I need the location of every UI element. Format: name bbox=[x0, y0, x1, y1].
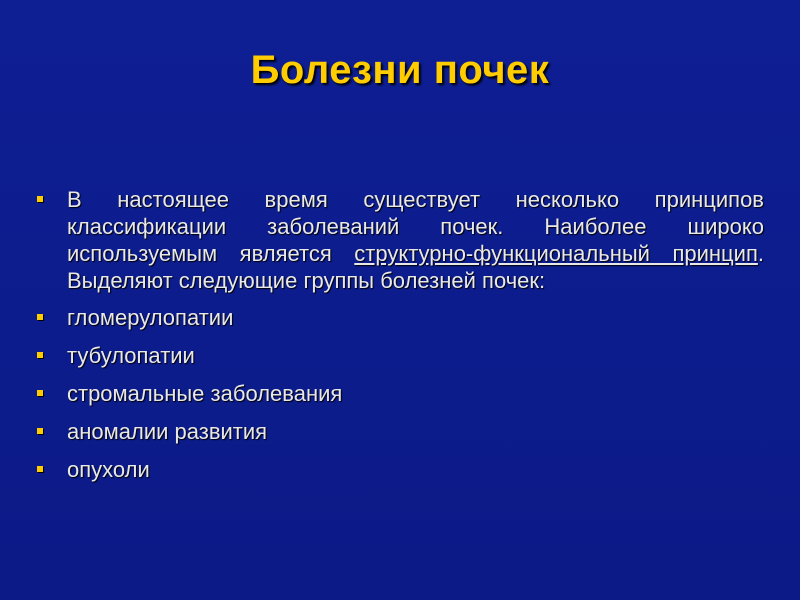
slide-title: Болезни почек bbox=[250, 48, 550, 92]
list-item bbox=[34, 418, 764, 445]
bullet-icon bbox=[37, 352, 43, 358]
intro-text-part1: В настоящее время существует несколько принципов классификации заболеваний почек. Наиболее широко используемым является bbox=[67, 187, 764, 266]
bullet-icon bbox=[37, 314, 43, 320]
slide-content bbox=[34, 186, 764, 494]
list-item-label: стромальные заболевания bbox=[67, 381, 343, 406]
bullet-icon bbox=[37, 466, 43, 472]
list-item bbox=[34, 304, 764, 331]
intro-link-structural-functional[interactable]: структурно-функциональный принцип bbox=[354, 241, 758, 266]
list-item-label: тубулопатии bbox=[67, 343, 195, 368]
list-item-label: гломерулопатии bbox=[67, 305, 234, 330]
list-item bbox=[34, 380, 764, 407]
list-item-label: аномалии развития bbox=[67, 419, 268, 444]
list-item-intro bbox=[34, 186, 764, 294]
list-item bbox=[34, 342, 764, 369]
list-item-label: опухоли bbox=[67, 457, 150, 482]
bullet-icon bbox=[37, 196, 43, 202]
list-item bbox=[34, 456, 764, 483]
bullet-icon bbox=[37, 390, 43, 396]
bullet-icon bbox=[37, 428, 43, 434]
intro-text-part2: . Выделяют следующие группы болезней почек: bbox=[67, 241, 764, 293]
